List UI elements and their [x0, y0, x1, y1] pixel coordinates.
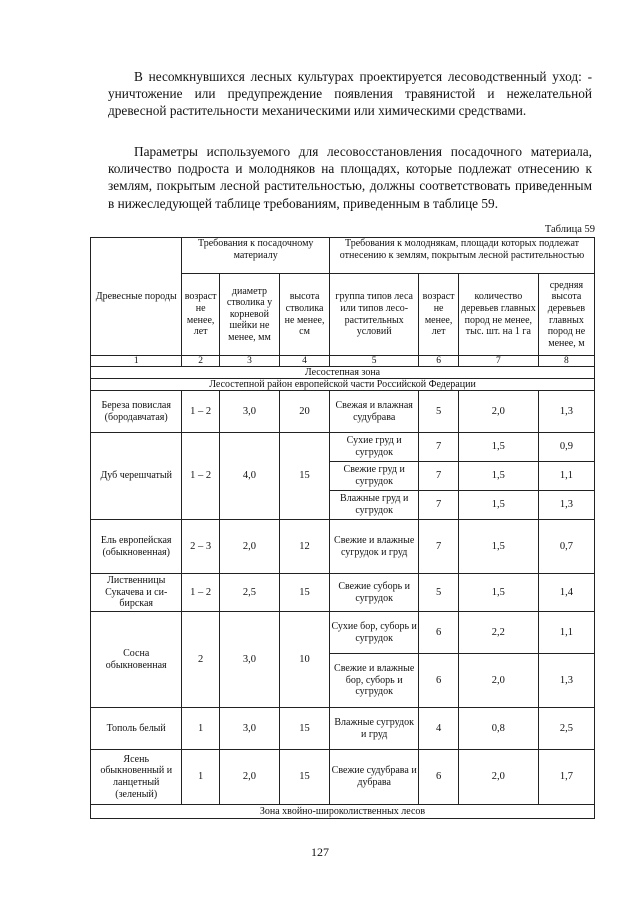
height-cell: 12	[280, 520, 330, 574]
zone-heading: Зона хвойно-широколиственных лесов	[91, 805, 595, 819]
height-cell: 15	[280, 433, 330, 520]
species-cell: Береза повислая (бородавчатая)	[91, 391, 182, 433]
diameter-cell: 2,5	[219, 574, 279, 612]
table-row	[91, 433, 595, 462]
header-young-stands: Требования к молоднякам, площади которых подлежат отнесению к землям, покрытым лесной растительностью	[330, 238, 595, 274]
tree-count-cell: 2,2	[458, 612, 538, 654]
column-number: 6	[419, 356, 458, 367]
avg-height-cell: 1,3	[538, 654, 594, 708]
forest-type-cell: Свежие и влажные сугрудок и груд	[330, 520, 419, 574]
height-cell: 10	[280, 612, 330, 708]
diameter-cell: 2,0	[219, 750, 279, 805]
avg-height-cell: 1,1	[538, 612, 594, 654]
forest-type-cell: Влажные сугрудок и груд	[330, 708, 419, 750]
young-age-cell: 5	[419, 391, 458, 433]
height-cell: 15	[280, 574, 330, 612]
tree-count-cell: 1,5	[458, 462, 538, 491]
header-diameter: диаметр стволика у корневой шейки не менее, мм	[219, 274, 279, 356]
table-row	[91, 574, 595, 612]
tree-count-cell: 2,0	[458, 750, 538, 805]
paragraph-parameters: Параметры используемого для лесовосстановления посадочного материала, количество подроста и молодняков на площадях, которые подлежат отнесению к землям, покрытым лесной растительностью, должны соответствовать приведенным в нижеследующей таблице требованиям, приведенным в таблице 59.	[108, 144, 592, 211]
planting-age-cell: 1 – 2	[182, 574, 219, 612]
header-forest-type: группа типов леса или типов лесо-растительных условий	[330, 274, 419, 356]
planting-age-cell: 1 – 2	[182, 391, 219, 433]
avg-height-cell: 0,9	[538, 433, 594, 462]
young-age-cell: 7	[419, 520, 458, 574]
paragraph-care: В несомкнувшихся лесных культурах проектируется лесоводственный уход: - уничтожение или предупреждение появления травянистой и нежелательной древесной растительности механическими или химическими средствами.	[108, 69, 592, 119]
tree-count-cell: 2,0	[458, 654, 538, 708]
young-age-cell: 7	[419, 433, 458, 462]
tree-count-cell: 1,5	[458, 520, 538, 574]
forest-type-cell: Свежие суборь и сугрудок	[330, 574, 419, 612]
planting-age-cell: 1 – 2	[182, 433, 219, 520]
species-cell: Сосна обыкновенная	[91, 612, 182, 708]
forest-type-cell: Влажные груд и сугрудок	[330, 491, 419, 520]
header-avg-height: средняя высота деревьев главных пород не менее, м	[538, 274, 594, 356]
species-cell: Дуб черешчатый	[91, 433, 182, 520]
young-age-cell: 5	[419, 574, 458, 612]
avg-height-cell: 1,7	[538, 750, 594, 805]
height-cell: 15	[280, 750, 330, 805]
young-age-cell: 6	[419, 750, 458, 805]
species-cell: Тополь белый	[91, 708, 182, 750]
header-planting-material: Требования к посадочному материалу	[182, 238, 330, 274]
young-age-cell: 4	[419, 708, 458, 750]
header-tree-count: количество деревьев главных пород не менее, тыс. шт. на 1 га	[458, 274, 538, 356]
table-row	[91, 520, 595, 574]
table-caption: Таблица 59	[544, 224, 595, 235]
young-age-cell: 6	[419, 612, 458, 654]
diameter-cell: 3,0	[219, 391, 279, 433]
forest-type-cell: Сухие бор, суборь и сугрудок	[330, 612, 419, 654]
height-cell: 20	[280, 391, 330, 433]
diameter-cell: 2,0	[219, 520, 279, 574]
header-height: высота стволика не менее, см	[280, 274, 330, 356]
zone-heading: Лесостепная зона	[91, 367, 595, 379]
column-number: 7	[458, 356, 538, 367]
avg-height-cell: 1,3	[538, 391, 594, 433]
table-row	[91, 612, 595, 654]
planting-age-cell: 1	[182, 708, 219, 750]
forest-type-cell: Свежая и влажная судубрава	[330, 391, 419, 433]
forest-type-cell: Сухие груд и сугрудок	[330, 433, 419, 462]
table-59	[90, 237, 595, 819]
page-number: 127	[311, 845, 329, 859]
young-age-cell: 7	[419, 491, 458, 520]
diameter-cell: 3,0	[219, 708, 279, 750]
column-number: 8	[538, 356, 594, 367]
avg-height-cell: 0,7	[538, 520, 594, 574]
avg-height-cell: 1,4	[538, 574, 594, 612]
column-number: 3	[219, 356, 279, 367]
table-row	[91, 750, 595, 805]
young-age-cell: 7	[419, 462, 458, 491]
height-cell: 15	[280, 708, 330, 750]
species-cell: Лиственницы Сукачева и си-бирская	[91, 574, 182, 612]
column-number: 2	[182, 356, 219, 367]
species-cell: Ясень обыкновенный и ланцетный (зеленый)	[91, 750, 182, 805]
column-number: 5	[330, 356, 419, 367]
avg-height-cell: 1,1	[538, 462, 594, 491]
column-number: 4	[280, 356, 330, 367]
diameter-cell: 4,0	[219, 433, 279, 520]
forest-type-cell: Свежие и влажные бор, суборь и сугрудок	[330, 654, 419, 708]
table-row	[91, 391, 595, 433]
avg-height-cell: 1,3	[538, 491, 594, 520]
header-age-planting: возраст не менее, лет	[182, 274, 219, 356]
tree-count-cell: 2,0	[458, 391, 538, 433]
tree-count-cell: 1,5	[458, 574, 538, 612]
planting-age-cell: 2	[182, 612, 219, 708]
species-cell: Ель европейская (обыкновенная)	[91, 520, 182, 574]
region-heading: Лесостепной район европейской части Российской Федерации	[91, 379, 595, 391]
header-age-young: возраст не менее, лет	[419, 274, 458, 356]
table-row	[91, 708, 595, 750]
diameter-cell: 3,0	[219, 612, 279, 708]
planting-age-cell: 2 – 3	[182, 520, 219, 574]
column-number-row	[91, 356, 595, 367]
young-age-cell: 6	[419, 654, 458, 708]
tree-count-cell: 1,5	[458, 491, 538, 520]
header-species: Древесные породы	[91, 238, 182, 356]
forest-type-cell: Свежие груд и сугрудок	[330, 462, 419, 491]
tree-count-cell: 1,5	[458, 433, 538, 462]
column-number: 1	[91, 356, 182, 367]
avg-height-cell: 2,5	[538, 708, 594, 750]
tree-count-cell: 0,8	[458, 708, 538, 750]
forest-type-cell: Свежие судубрава и дубрава	[330, 750, 419, 805]
planting-age-cell: 1	[182, 750, 219, 805]
